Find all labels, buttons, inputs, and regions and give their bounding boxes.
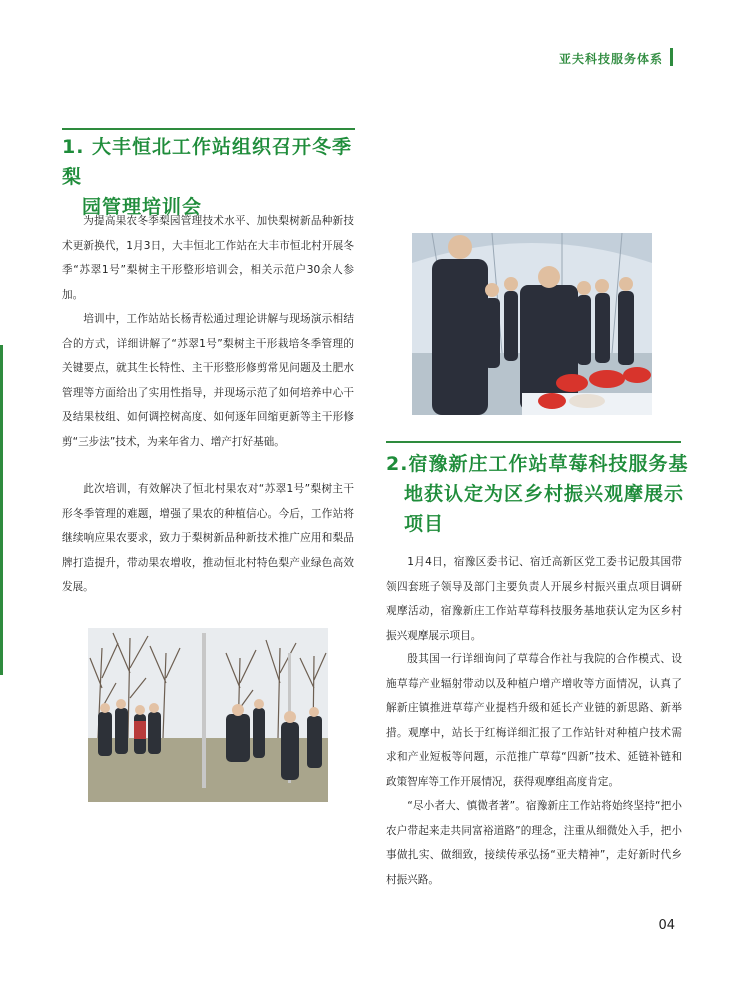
- section1-title-line2: 园管理培训会: [82, 196, 203, 218]
- section2-title-rule: [386, 441, 681, 443]
- section-header-label: 亚夫科技服务体系: [558, 52, 663, 66]
- section2-paragraph-3: “尽小者大、慎微者著”。宿豫新庄工作站将始终坚持“把小农户带起来走共同富裕道路”的理念，注重从细微处入手，把小事做扎实、做细致，接续传承弘扬“亚夫精神”，走好新时代乡村振兴路。: [386, 800, 682, 886]
- section2-title-line2: 地获认定为区乡村振兴观摩展示: [404, 483, 685, 505]
- orchard-training-photo: [88, 628, 328, 802]
- section2-title-line3: 项目: [404, 513, 445, 535]
- left-edge-accent: [0, 345, 3, 675]
- section1-paragraph-3: 此次培训，有效解决了恒北村果农对“苏翠1号”梨树主干形冬季管理的难题，增强了果农的种植信心。今后，工作站将继续响应果农要求，致力于梨树新品种新技术推广应用和梨品牌打造提升，带动果农增收，推动恒北村特色梨产业绿色高效发展。: [62, 483, 354, 593]
- section2-paragraph-2: 殷其国一行详细询问了草莓合作社与我院的合作模式、设施草莓产业辐射带动以及种植户增产增收等方面情况，认真了解新庄镇推进草莓产业提档升级和延长产业链的新思路、新举措。观摩中，站长于红梅详细汇报了工作站针对种植户技术需求和产业短板等问题，示范推广草莓“四新”技术、延链补链和政策智库等工作开展情况，获得观摩组高度肯定。: [386, 653, 682, 788]
- header-accent-bar: [670, 48, 673, 66]
- section1-paragraph-1: 为提高果农冬季梨园管理技术水平、加快梨树新品种新技术更新换代，1月3日，大丰恒北工作站在大丰市恒北村开展冬季“苏翠1号”梨树主干形整形培训会，相关示范户30余人参加。: [62, 215, 354, 301]
- section2-paragraph-1: 1月4日，宿豫区委书记、宿迁高新区党工委书记殷其国带领四套班子领导及部门主要负责人开展乡村振兴重点项目调研观摩活动，宿豫新庄工作站草莓科技服务基地获认定为区乡村振兴观摩展示项目。: [386, 556, 682, 642]
- section1-title-line1: 1. 大丰恒北工作站组织召开冬季梨: [62, 136, 353, 188]
- section1-paragraph-2: 培训中，工作站站长杨青松通过理论讲解与现场演示相结合的方式，详细讲解了“苏翠1号”梨树主干形栽培冬季管理的关键要点，就其生长特性、主干形整形修剪常见问题及土肥水管理等方面给出了实用性指导，并现场示范了如何培养中心干及结果枝组、如何调控树高度、如何逐年回缩更新等主干形修剪“三步法”技术，为来年省力、增产打好基础。: [62, 313, 354, 448]
- section1-title-rule: [62, 128, 355, 130]
- section2-title: [386, 449, 706, 539]
- section2-title-line1: 2.宿豫新庄工作站草莓科技服务基: [386, 453, 689, 475]
- page-number: 04: [658, 918, 675, 933]
- strawberry-visit-photo: [412, 233, 652, 415]
